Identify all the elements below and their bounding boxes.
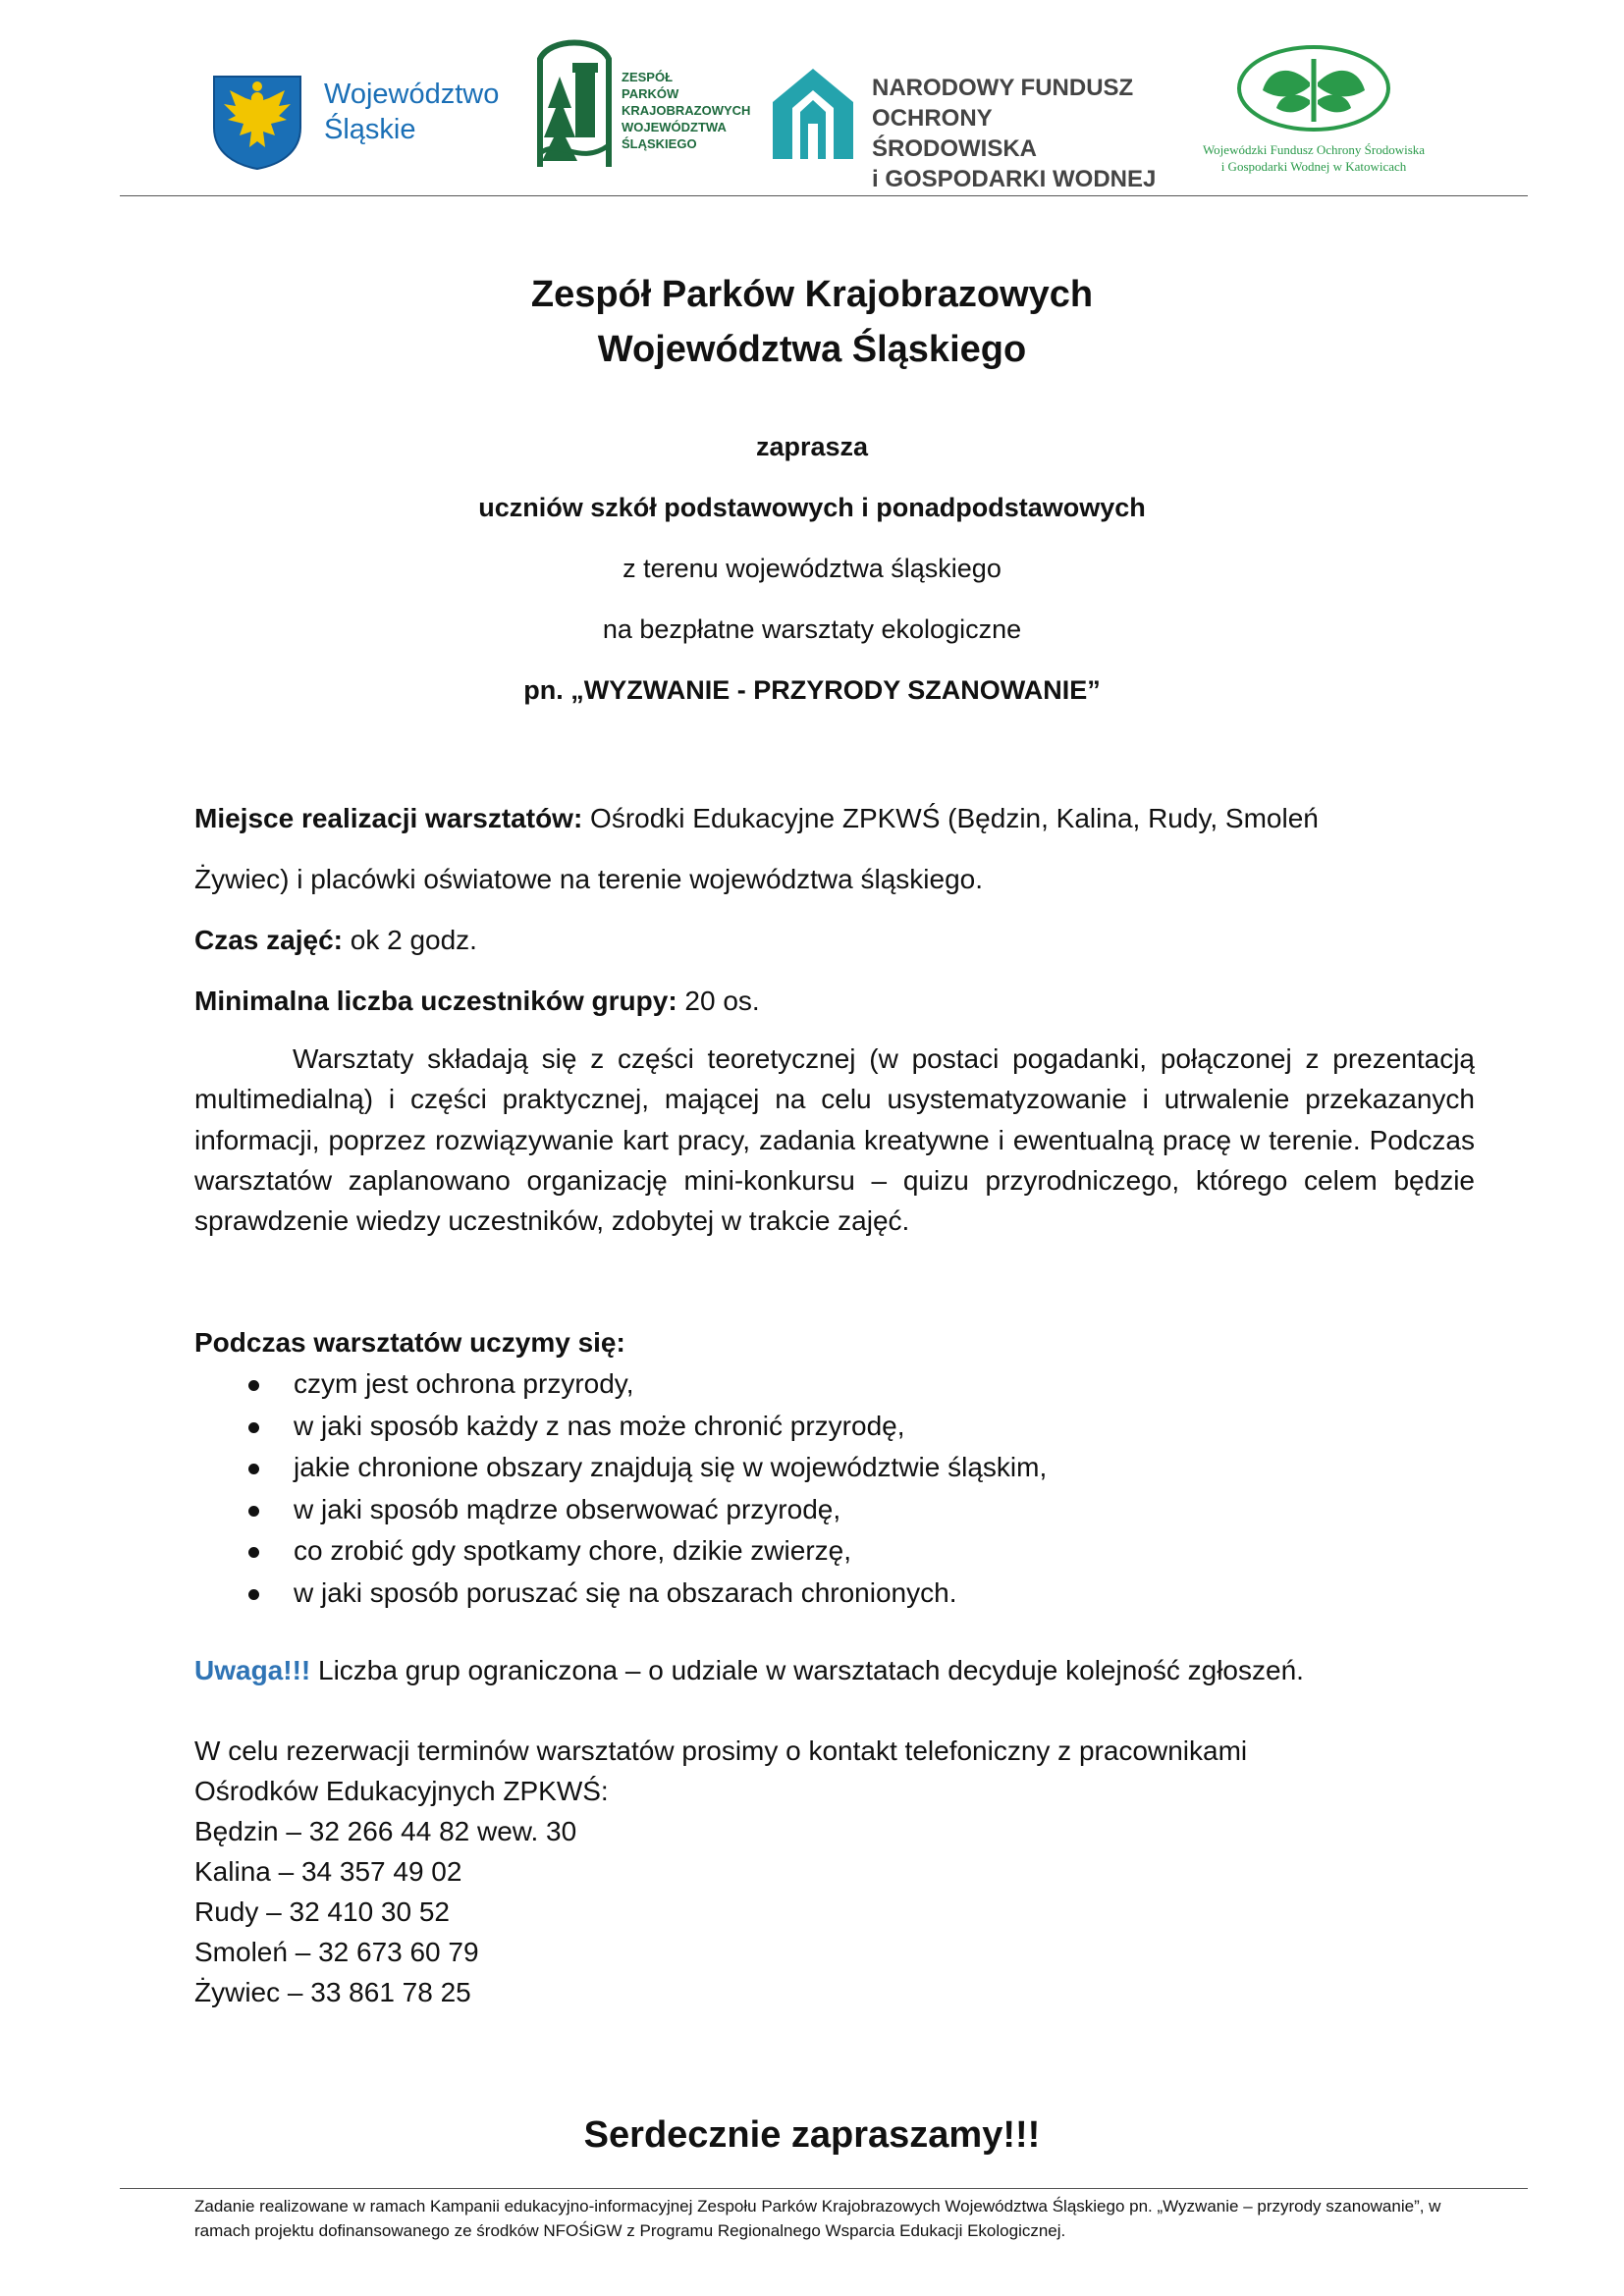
funding-footnote: Zadanie realizowane w ramach Kampanii edukacyjno-informacyjnej Zespołu Parków Krajobrazowych Województwa Śląskiego pn. „Wyzwanie – przyrody szanowanie”, w ramach projektu dofinansowanego ze środków NFOŚiGW z Programu Regionalnego Wsparcia Edukacji Ekologicznej. <box>194 2197 1441 2240</box>
min-participants-value: 20 os. <box>677 986 760 1016</box>
invite-workshop-name: pn. „WYZWANIE - PRZYRODY SZANOWANIE” <box>523 675 1101 705</box>
logo-zespol-parkow <box>530 29 751 172</box>
invite-region: z terenu województwa śląskiego <box>623 554 1001 583</box>
zpk-logo-text: ZESPÓŁ PARKÓW KRAJOBRAZOWYCH WOJEWÓDZTWA ŚLĄSKIEGO <box>622 70 751 151</box>
bullet-icon <box>248 1506 259 1517</box>
contact-smolen: Smoleń – 32 673 60 79 <box>194 1937 479 1967</box>
slaskie-eagle-shield-icon <box>210 73 304 171</box>
bullet-icon <box>248 1589 259 1600</box>
bullet-icon <box>248 1422 259 1433</box>
footer-divider <box>120 2188 1528 2189</box>
logo-wfosigw-katowice <box>1186 43 1441 181</box>
contact-rudy: Rudy – 32 410 30 52 <box>194 1896 450 1927</box>
invitation-block <box>0 416 1624 721</box>
contact-list <box>194 1811 576 2012</box>
title-line-1: Zespół Parków Krajobrazowych <box>530 274 1094 315</box>
duration-value: ok 2 godz. <box>342 925 477 955</box>
notice-text: Liczba grup ograniczona – o udziale w warsztatach decyduje kolejność zgłoszeń. <box>310 1655 1304 1685</box>
invite-zaprasza: zaprasza <box>755 432 869 461</box>
place-value-line-1: Ośrodki Edukacyjne ZPKWŚ (Będzin, Kalina, Rudy, Smoleń <box>582 803 1319 833</box>
learn-heading: Podczas warsztatów uczymy się: <box>194 1327 625 1358</box>
reservation-line-2: Ośrodków Edukacyjnych ZPKWŚ: <box>194 1776 609 1806</box>
notice-paragraph <box>194 1650 1475 1691</box>
list-item: w jaki sposób każdy z nas może chronić przyrodę, <box>194 1406 1471 1448</box>
bullet-icon <box>248 1464 259 1474</box>
min-participants-label: Minimalna liczba uczestników grupy: <box>194 986 677 1016</box>
place-value-line-2: Żywiec) i placówki oświatowe na terenie województwa śląskiego. <box>194 864 984 894</box>
title-line-2: Województwa Śląskiego <box>597 329 1027 370</box>
list-item: w jaki sposób poruszać się na obszarach chronionych. <box>194 1573 1471 1615</box>
wfos-logo-text: Wojewódzki Fundusz Ochrony Środowiska i Gospodarki Wodnej w Katowicach <box>1202 142 1426 174</box>
duration-paragraph <box>194 910 1475 971</box>
invite-workshops: na bezpłatne warsztaty ekologiczne <box>602 614 1022 644</box>
reservation-line-1: W celu rezerwacji terminów warsztatów prosimy o kontakt telefoniczny z pracownikami <box>194 1735 1248 1766</box>
bullet-icon <box>248 1380 259 1391</box>
learn-list <box>194 1363 1471 1615</box>
closing-invitation: Serdecznie zapraszamy!!! <box>583 2114 1041 2156</box>
list-item: jakie chronione obszary znajdują się w województwie śląskim, <box>194 1447 1471 1489</box>
slaskie-logo-text: Województwo Śląskie <box>324 79 500 145</box>
page-title <box>0 267 1624 377</box>
contact-bedzin: Będzin – 32 266 44 82 wew. 30 <box>194 1816 577 1846</box>
list-item: co zrobić gdy spotkamy chore, dzikie zwierzę, <box>194 1530 1471 1573</box>
nfosigw-house-icon <box>769 65 857 163</box>
place-label: Miejsce realizacji warsztatów: <box>194 803 583 833</box>
notice-label: Uwaga!!! <box>194 1655 311 1685</box>
reservation-paragraph <box>194 1731 1475 1811</box>
place-paragraph <box>194 788 1475 910</box>
min-participants-paragraph <box>194 971 1475 1032</box>
duration-label: Czas zajęć: <box>194 925 343 955</box>
list-item: w jaki sposób mądrze obserwować przyrodę, <box>194 1489 1471 1531</box>
contact-zywiec: Żywiec – 33 861 78 25 <box>194 1977 471 2007</box>
contact-kalina: Kalina – 34 357 49 02 <box>194 1856 462 1887</box>
logo-wojewodztwo-slaskie <box>210 69 505 177</box>
logo-nfosigw <box>769 63 1162 192</box>
list-item: czym jest ochrona przyrody, <box>194 1363 1471 1406</box>
tree-tower-icon <box>530 29 619 172</box>
workshop-description: Warsztaty składają się z części teoretycznej (w postaci pogadanki, połączonej z prezentacją multimedialną) i części praktycznej, mającej na celu usystematyzowanie i utrwalenie przekazanych informacji, poprzez rozwiązywanie kart pracy, zadania kreatywne i ewentualną pracę w terenie. Podczas warsztatów zaplanowano organizację mini-konkursu – quizu przyrodniczego, którego celem będzie sprawdzenie wiedzy uczestników, zdobytej w trakcie zajęć. <box>194 1043 1475 1237</box>
nfosigw-logo-text: NARODOWY FUNDUSZ OCHRONY ŚRODOWISKA i GOSPODARKI WODNEJ <box>872 75 1157 192</box>
bullet-icon <box>248 1547 259 1558</box>
header-divider <box>120 195 1528 196</box>
wfos-leaves-icon <box>1186 43 1441 141</box>
invite-audience: uczniów szkół podstawowych i ponadpodstawowych <box>478 493 1146 522</box>
